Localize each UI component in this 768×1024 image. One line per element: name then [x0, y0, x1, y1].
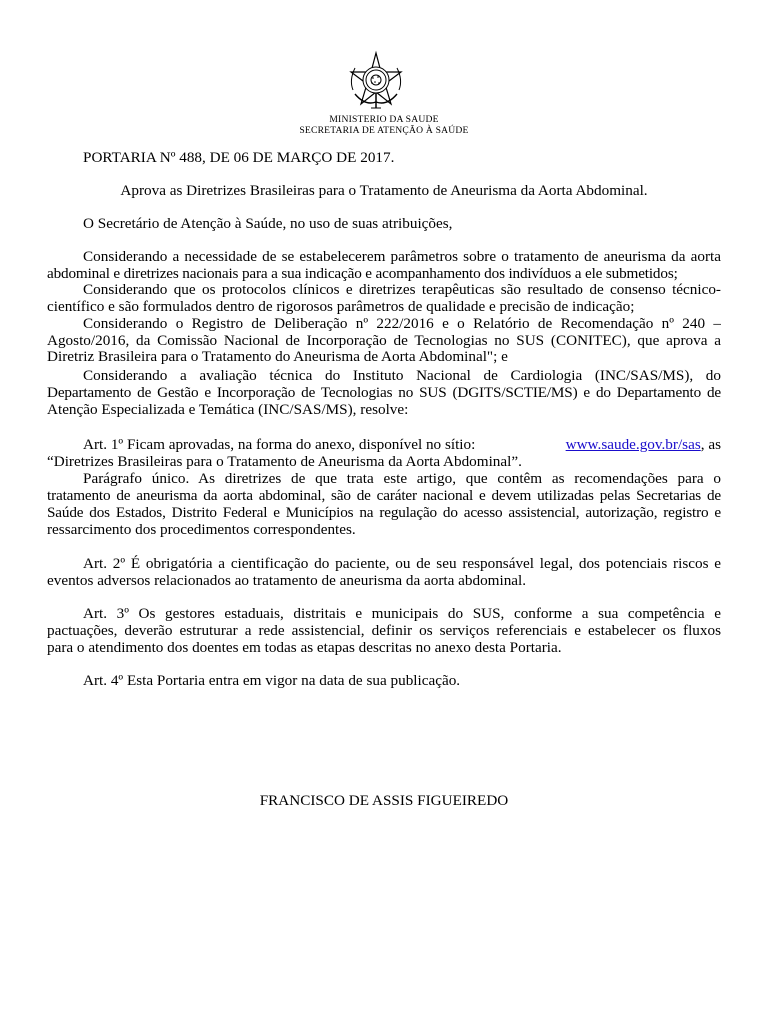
consideration-4-line-1: Considerando a avaliação técnica do Instituto Nacional de Cardiologia (INC/SAS/MS), do: [83, 367, 721, 384]
consideration-2-line-2: científico e são formulados dentro de rigorosos parâmetros de qualidade e precisão de indicação;: [47, 298, 635, 315]
article-4: Art. 4º Esta Portaria entra em vigor na data de sua publicação.: [83, 672, 461, 689]
consideration-2-line-1: Considerando que os protocolos clínicos e diretrizes terapêuticas são resultado de consenso técnico-: [83, 281, 721, 298]
paragraph-line-1: Parágrafo único. As diretrizes de que trata este artigo, que contêm as recomendações para o: [83, 470, 721, 487]
consideration-1-line-1: Considerando a necessidade de se estabelecerem parâmetros sobre o tratamento de aneurisma da aorta: [83, 248, 721, 265]
article-1-line-2: “Diretrizes Brasileiras para o Tratamento de Aneurisma da Aorta Abdominal”.: [47, 453, 522, 470]
paragraph-line-2: tratamento de aneurisma da aorta abdominal, são de caráter nacional e devem utilizadas pelas Secretarias de: [47, 487, 721, 504]
saude-sas-link[interactable]: www.saude.gov.br/sas: [565, 436, 701, 453]
article-1-line-1: [83, 436, 721, 453]
opening-statement: O Secretário de Atenção à Saúde, no uso de suas atribuições,: [83, 215, 453, 232]
consideration-1-line-2: abdominal e diretrizes nacionais para a sua indicação e acompanhamento dos indivíduos a ele submetidos;: [47, 265, 678, 282]
paragraph-line-3: Saúde dos Estados, Distrito Federal e Municípios na regulação do acesso assistencial, autorização, registro e: [47, 504, 721, 521]
coat-of-arms-emblem: [345, 50, 407, 112]
consideration-4-line-2: Departamento de Gestão e Incorporação de Tecnologias no SUS (DGITS/SCTIE/MS) e do Departamento de: [47, 384, 721, 401]
ordinance-title: PORTARIA Nº 488, DE 06 DE MARÇO DE 2017.: [83, 149, 395, 166]
consideration-3-line-2: Agosto/2016, da Comissão Nacional de Incorporação de Tecnologias no SUS (CONITEC), que aprova a: [47, 332, 721, 349]
article-1-link-group: [566, 436, 721, 453]
ordinance-summary: Aprova as Diretrizes Brasileiras para o Tratamento de Aneurisma da Aorta Abdominal.: [120, 182, 648, 199]
signatory-name: FRANCISCO DE ASSIS FIGUEIREDO: [259, 792, 509, 809]
article-1-text: Art. 1º Ficam aprovadas, na forma do anexo, disponível no sítio:: [83, 436, 476, 453]
letterhead: [0, 114, 768, 136]
ministry-name: MINISTERIO DA SAUDE: [329, 114, 439, 125]
consideration-4-line-3: Atenção Especializada e Temática (INC/SAS/MS), resolve:: [47, 401, 409, 418]
article-3-line-2: pactuações, deverão estruturar a rede assistencial, definir os serviços referenciais e estabelecer os fluxos: [47, 622, 721, 639]
article-3-line-3: para o atendimento dos doentes em todas as etapas descritas no anexo desta Portaria.: [47, 639, 562, 656]
article-2-line-1: Art. 2º É obrigatória a cientificação do paciente, ou de seu responsável legal, dos potenciais riscos e: [83, 555, 721, 572]
consideration-3-line-3: Diretriz Brasileira para o Tratamento do Aneurisma de Aorta Abdominal"; e: [47, 348, 508, 365]
article-1-suffix: , as: [700, 436, 721, 453]
secretariat-name: SECRETARIA DE ATENÇÃO À SAÚDE: [299, 125, 469, 136]
article-2-line-2: eventos adversos relacionados ao tratamento de aneurisma da aorta abdominal.: [47, 572, 527, 589]
consideration-3-line-1: Considerando o Registro de Deliberação nº 222/2016 e o Relatório de Recomendação nº 240 –: [83, 315, 721, 332]
article-3-line-1: Art. 3º Os gestores estaduais, distritais e municipais do SUS, conforme a sua competência e: [83, 605, 721, 622]
paragraph-line-4: ressarcimento dos procedimentos correspondentes.: [47, 521, 356, 538]
